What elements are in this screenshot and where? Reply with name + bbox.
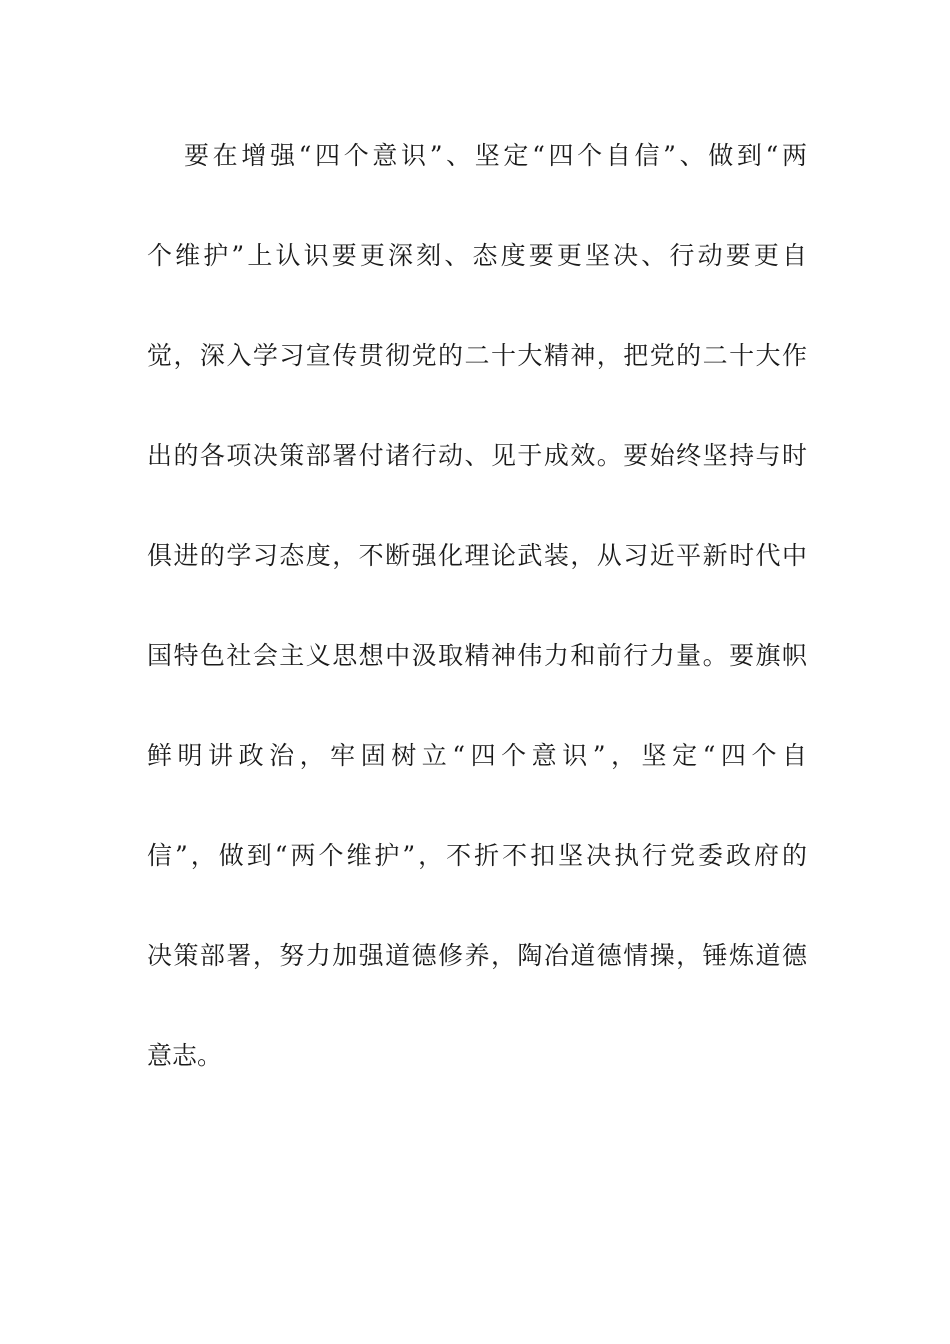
paragraph-line: 决策部署，努力加强道德修养，陶冶道德情操，锤炼道德 [147, 941, 807, 970]
paragraph-line: 国特色社会主义思想中汲取精神伟力和前行力量。要旗帜 [147, 641, 807, 670]
paragraph-line: 信”，做到“两个维护”，不折不扣坚决执行党委政府的 [147, 841, 807, 870]
paragraph-line: 要在增强“四个意识”、坚定“四个自信”、做到“两 [184, 141, 807, 170]
body-paragraph [147, 131, 807, 1131]
paragraph-line: 觉，深入学习宣传贯彻党的二十大精神，把党的二十大作 [147, 341, 807, 370]
paragraph-line: 俱进的学习态度，不断强化理论武装，从习近平新时代中 [147, 541, 807, 570]
paragraph-line: 个维护”上认识要更深刻、态度要更坚决、行动要更自 [147, 241, 807, 270]
paragraph-line: 意志。 [147, 1041, 223, 1070]
paragraph-line: 出的各项决策部署付诸行动、见于成效。要始终坚持与时 [147, 441, 807, 470]
paragraph-line: 鲜明讲政治，牢固树立“四个意识”，坚定“四个自 [147, 741, 807, 770]
